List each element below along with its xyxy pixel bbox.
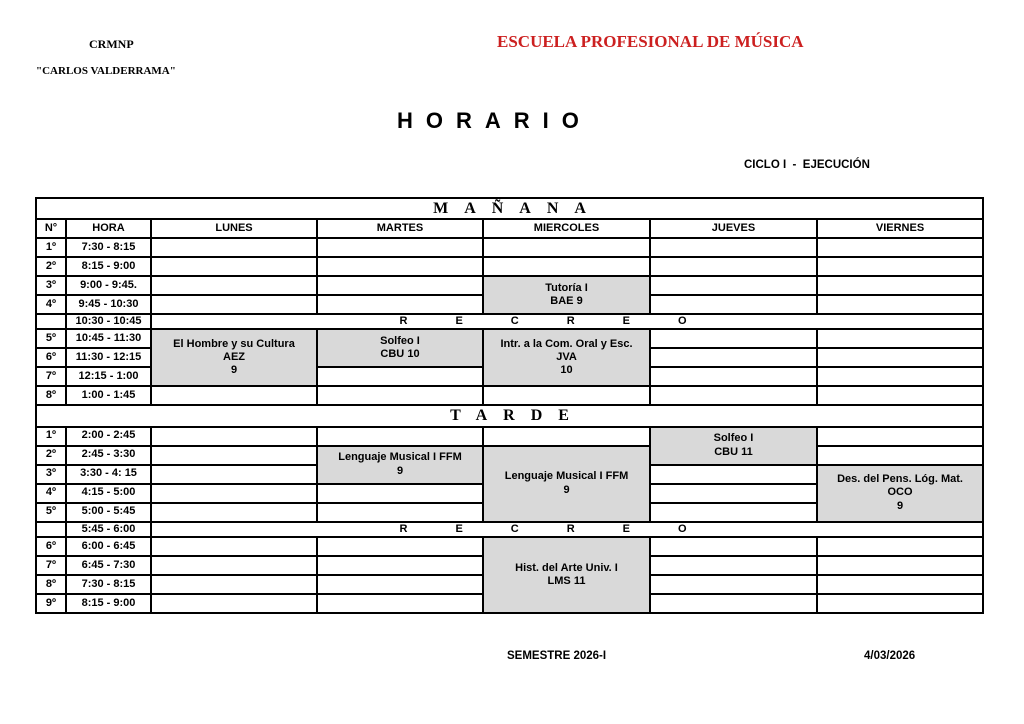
course-cell-tutoria <box>483 276 650 314</box>
page-title: HORARIO <box>397 108 592 133</box>
recess-row <box>36 522 983 537</box>
course-title: Intr. a la Com. Oral y Esc. <box>500 338 633 351</box>
period-number: 7º <box>36 556 66 575</box>
course-code-room <box>484 575 649 588</box>
empty-cell <box>650 276 817 295</box>
empty-cell <box>151 386 317 405</box>
empty-cell <box>817 575 983 594</box>
org-name: "CARLOS VALDERRAMA" <box>36 65 176 77</box>
col-header-lunes: LUNES <box>151 219 317 238</box>
empty-cell <box>817 238 983 257</box>
course-title: Des. del Pens. Lóg. Mat. <box>837 473 963 486</box>
course-cell-des-pens-log <box>817 465 983 522</box>
empty-cell <box>483 386 650 405</box>
empty-cell <box>650 594 817 613</box>
col-header-miercoles: MIERCOLES <box>483 219 650 238</box>
afternoon-band-title: TARDE <box>36 405 983 426</box>
time-range: 6:45 - 7:30 <box>66 556 151 575</box>
period-number: 6º <box>36 348 66 367</box>
period-number: 6º <box>36 537 66 556</box>
empty-cell <box>317 367 483 386</box>
course-cell-hombre-cultura <box>151 329 317 386</box>
empty-cell <box>317 503 483 522</box>
time-range: 2:00 - 2:45 <box>66 427 151 446</box>
empty-cell <box>650 295 817 314</box>
course-title: Tutoría I <box>545 282 588 294</box>
empty-cell <box>317 295 483 314</box>
course-cell-solfeo-afternoon <box>650 427 817 465</box>
empty-cell <box>817 594 983 613</box>
table-row <box>36 276 983 295</box>
time-range: 7:30 - 8:15 <box>66 575 151 594</box>
empty-cell <box>151 446 317 465</box>
time-range: 5:00 - 5:45 <box>66 503 151 522</box>
empty-cell <box>650 257 817 276</box>
course-code: LMS <box>547 574 571 587</box>
empty-cell <box>483 427 650 446</box>
empty-cell <box>817 537 983 556</box>
empty-cell <box>817 386 983 405</box>
course-title-code <box>318 451 482 464</box>
empty-cell <box>650 484 817 503</box>
table-row <box>36 427 983 446</box>
recess-row <box>36 314 983 329</box>
morning-band-row <box>36 198 983 219</box>
period-number: 5º <box>36 329 66 348</box>
time-range: 9:45 - 10:30 <box>66 295 151 314</box>
course-code: FFM <box>439 451 462 464</box>
course-room: 10 <box>407 348 420 361</box>
time-range: 8:15 - 9:00 <box>66 594 151 613</box>
table-row <box>36 446 983 465</box>
course-cell-lenguaje-martes <box>317 446 483 484</box>
period-number: 4º <box>36 295 66 314</box>
recess-label: RECREO <box>151 314 983 329</box>
course-code-room <box>318 348 482 361</box>
empty-cell <box>151 427 317 446</box>
empty-cell <box>650 465 817 484</box>
course-code: FFM <box>605 470 629 483</box>
table-row <box>36 537 983 556</box>
empty-cell <box>317 238 483 257</box>
course-title: Hist. del Arte Univ. I <box>515 561 618 574</box>
time-range: 4:15 - 5:00 <box>66 484 151 503</box>
date-label: 4/03/2026 <box>864 650 916 662</box>
period-number: 7º <box>36 367 66 386</box>
period-number: 3º <box>36 465 66 484</box>
empty-cell <box>817 427 983 446</box>
period-number: 9º <box>36 594 66 613</box>
empty-cell <box>36 522 66 537</box>
empty-cell <box>317 556 483 575</box>
time-range: 9:00 - 9:45. <box>66 276 151 295</box>
empty-cell <box>650 537 817 556</box>
empty-cell <box>817 556 983 575</box>
empty-cell <box>650 556 817 575</box>
empty-cell <box>151 238 317 257</box>
empty-cell <box>151 556 317 575</box>
period-number: 8º <box>36 386 66 405</box>
time-range: 7:30 - 8:15 <box>66 238 151 257</box>
course-room: 11 <box>573 574 586 587</box>
course-title-code <box>484 470 649 483</box>
empty-cell <box>650 575 817 594</box>
empty-cell <box>151 594 317 613</box>
schedule-table <box>35 197 984 614</box>
course-code-room <box>484 295 649 308</box>
course-cell-solfeo-morning <box>317 329 483 367</box>
time-range: 8:15 - 9:00 <box>66 257 151 276</box>
empty-cell <box>317 386 483 405</box>
empty-cell <box>151 537 317 556</box>
empty-cell <box>317 484 483 503</box>
course-title: Lenguaje Musical I <box>338 451 437 464</box>
course-code-room <box>651 446 816 459</box>
course-cell-lenguaje-miercoles <box>483 446 650 522</box>
empty-cell <box>151 484 317 503</box>
course-code: OCO <box>887 486 913 499</box>
time-range: 6:00 - 6:45 <box>66 537 151 556</box>
course-code: JVA <box>556 351 577 364</box>
afternoon-band-row <box>36 405 983 426</box>
cycle-label: CICLO I - EJECUCIÓN <box>744 159 870 171</box>
table-row <box>36 329 983 348</box>
empty-cell <box>151 503 317 522</box>
col-header-martes: MARTES <box>317 219 483 238</box>
table-row <box>36 386 983 405</box>
empty-cell <box>317 427 483 446</box>
course-room: 9 <box>230 364 238 377</box>
time-range: 11:30 - 12:15 <box>66 348 151 367</box>
course-code: CBU <box>380 348 405 361</box>
empty-cell <box>483 238 650 257</box>
course-room: 9 <box>896 499 904 512</box>
semester-label: SEMESTRE 2026-I <box>507 650 607 662</box>
empty-cell <box>817 257 983 276</box>
time-range: 3:30 - 4: 15 <box>66 465 151 484</box>
table-row <box>36 238 983 257</box>
course-title: Solfeo I <box>713 432 754 445</box>
empty-cell <box>317 575 483 594</box>
empty-cell <box>483 257 650 276</box>
column-header-row <box>36 219 983 238</box>
empty-cell <box>650 386 817 405</box>
time-range: 5:45 - 6:00 <box>66 522 151 537</box>
course-room: 11 <box>741 445 753 458</box>
course-code: CBU <box>714 445 739 458</box>
empty-cell <box>151 257 317 276</box>
empty-cell <box>817 446 983 465</box>
time-range: 12:15 - 1:00 <box>66 367 151 386</box>
school-title: ESCUELA PROFESIONAL DE MÚSICA <box>497 32 804 51</box>
col-header-viernes: VIERNES <box>817 219 983 238</box>
period-number: 4º <box>36 484 66 503</box>
empty-cell <box>317 537 483 556</box>
course-cell-hist-arte <box>483 537 650 613</box>
empty-cell <box>817 276 983 295</box>
col-header-jueves: JUEVES <box>650 219 817 238</box>
morning-band-title: MAÑANA <box>36 198 983 219</box>
empty-cell <box>650 503 817 522</box>
course-room: 9 <box>563 483 570 496</box>
period-number: 2º <box>36 446 66 465</box>
time-range: 10:30 - 10:45 <box>66 314 151 329</box>
course-code: BAE <box>550 295 574 308</box>
empty-cell <box>151 295 317 314</box>
course-code: AEZ <box>223 351 245 364</box>
col-header-n: N° <box>36 219 66 238</box>
empty-cell <box>817 295 983 314</box>
empty-cell <box>151 575 317 594</box>
empty-cell <box>151 465 317 484</box>
course-room: 9 <box>576 295 583 308</box>
time-range: 2:45 - 3:30 <box>66 446 151 465</box>
course-title: El Hombre y su Cultura <box>173 338 295 351</box>
col-header-hora: HORA <box>66 219 151 238</box>
empty-cell <box>650 367 817 386</box>
empty-cell <box>817 329 983 348</box>
table-row <box>36 257 983 276</box>
period-number: 3º <box>36 276 66 295</box>
period-number: 1º <box>36 238 66 257</box>
course-room: 9 <box>396 464 404 477</box>
period-number: 2º <box>36 257 66 276</box>
empty-cell <box>650 348 817 367</box>
period-number: 1º <box>36 427 66 446</box>
empty-cell <box>817 348 983 367</box>
recess-label: RECREO <box>151 522 983 537</box>
empty-cell <box>151 276 317 295</box>
period-number: 8º <box>36 575 66 594</box>
course-title: Lenguaje Musical I <box>504 470 603 483</box>
empty-cell <box>317 276 483 295</box>
course-cell-com-oral <box>483 329 650 386</box>
course-title: Solfeo I <box>380 335 420 348</box>
empty-cell <box>317 594 483 613</box>
empty-cell <box>650 238 817 257</box>
empty-cell <box>650 329 817 348</box>
empty-cell <box>317 257 483 276</box>
empty-cell <box>817 367 983 386</box>
org-abbreviation: CRMNP <box>89 37 134 51</box>
time-range: 10:45 - 11:30 <box>66 329 151 348</box>
empty-cell <box>36 314 66 329</box>
period-number: 5º <box>36 503 66 522</box>
time-range: 1:00 - 1:45 <box>66 386 151 405</box>
course-room: 10 <box>560 364 573 377</box>
